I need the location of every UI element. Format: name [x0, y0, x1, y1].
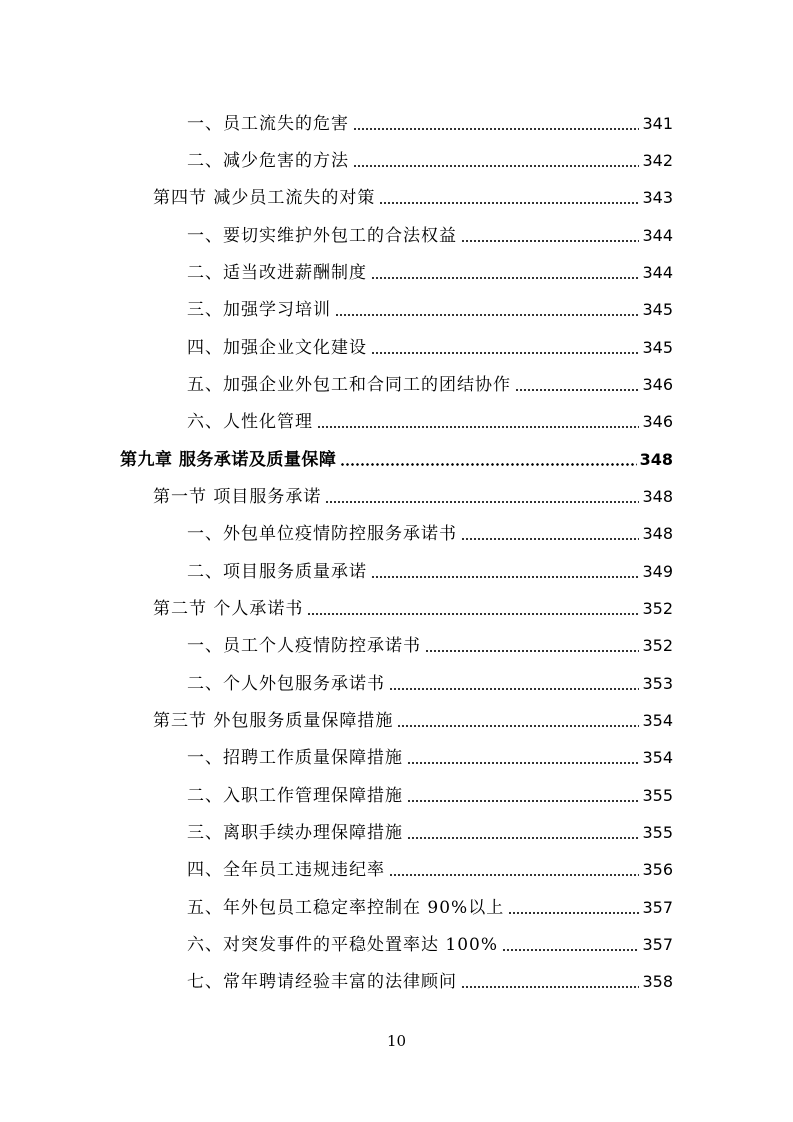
toc-entry-label: 第三节 外包服务质量保障措施	[153, 711, 394, 731]
toc-entry-label: 第一节 项目服务承诺	[153, 487, 322, 507]
toc-entry-page: 357	[642, 935, 673, 954]
toc-entry-page: 348	[642, 524, 673, 543]
toc-leader-dots	[371, 352, 639, 354]
toc-entry-page: 352	[642, 636, 673, 655]
toc-entry[interactable]	[187, 253, 673, 283]
toc-entry[interactable]	[187, 290, 673, 320]
toc-entry-label: 一、要切实维护外包工的合法权益	[187, 226, 457, 246]
toc-entry-page: 355	[642, 786, 673, 805]
toc-entry-label: 一、招聘工作质量保障措施	[187, 748, 403, 768]
toc-entry-label: 二、个人外包服务承诺书	[187, 674, 385, 694]
toc-leader-dots	[461, 538, 639, 540]
toc-leader-dots	[407, 800, 639, 802]
toc-leader-dots	[461, 240, 639, 242]
toc-entry-label: 一、员工个人疫情防控承诺书	[187, 636, 421, 656]
toc-leader-dots	[340, 463, 636, 466]
toc-entry-label: 一、外包单位疫情防控服务承诺书	[187, 524, 457, 544]
toc-entry-label: 三、离职手续办理保障措施	[187, 823, 403, 843]
toc-entry-label: 一、员工流失的危害	[187, 114, 349, 134]
toc-entry-page: 346	[642, 412, 673, 431]
toc-entry[interactable]	[153, 589, 673, 619]
toc-entry-page: 346	[642, 375, 673, 394]
toc-entry-page: 348	[642, 487, 673, 506]
toc-leader-dots	[407, 837, 639, 839]
toc-leader-dots	[508, 912, 639, 914]
toc-entry-label: 四、全年员工违规违纪率	[187, 860, 385, 880]
toc-entry-page: 345	[642, 300, 673, 319]
toc-entry-page: 354	[642, 748, 673, 767]
toc-entry[interactable]	[187, 514, 673, 544]
toc-entry-label: 七、常年聘请经验丰富的法律顾问	[187, 972, 457, 992]
toc-leader-dots	[407, 762, 639, 764]
toc-entry[interactable]	[187, 813, 673, 843]
toc-entry-label: 第九章 服务承诺及质量保障	[120, 450, 337, 470]
toc-entry-label: 第四节 减少员工流失的对策	[153, 188, 376, 208]
toc-entry-page: 349	[642, 562, 673, 581]
toc-entry-label: 第二节 个人承诺书	[153, 599, 304, 619]
toc-entry[interactable]	[153, 477, 673, 507]
toc-entry-label: 二、入职工作管理保障措施	[187, 786, 403, 806]
toc-entry-page: 343	[642, 188, 673, 207]
toc-entry-page: 345	[642, 338, 673, 357]
toc-leader-dots	[307, 613, 639, 615]
toc-entry-page: 353	[642, 674, 673, 693]
toc-entry-label: 六、人性化管理	[187, 412, 313, 432]
page-number: 10	[386, 1032, 407, 1050]
toc-entry[interactable]	[153, 701, 673, 731]
toc-entry-label: 六、对突发事件的平稳处置率达 100%	[187, 935, 499, 955]
toc-entry-page: 341	[642, 114, 673, 133]
toc-entry-label: 五、加强企业外包工和合同工的团结协作	[187, 375, 511, 395]
toc-entry-page: 344	[642, 226, 673, 245]
toc-entry-page: 355	[642, 823, 673, 842]
toc-entry[interactable]	[187, 738, 673, 768]
toc-leader-dots	[515, 389, 639, 391]
toc-leader-dots	[397, 725, 639, 727]
toc-entry[interactable]	[187, 104, 673, 134]
toc-leader-dots	[325, 501, 639, 503]
toc-entry[interactable]	[187, 925, 673, 955]
toc-entry-label: 二、适当改进薪酬制度	[187, 263, 367, 283]
toc-leader-dots	[335, 314, 639, 316]
toc-entry-page: 354	[642, 711, 673, 730]
toc-leader-dots	[353, 128, 639, 130]
toc-entry-page: 358	[642, 972, 673, 991]
toc-entry[interactable]	[187, 141, 673, 171]
toc-entry-page: 352	[642, 599, 673, 618]
toc-leader-dots	[389, 688, 639, 690]
toc-entry-page: 357	[642, 898, 673, 917]
toc-entry[interactable]	[187, 888, 673, 918]
toc-entry[interactable]	[187, 402, 673, 432]
toc-entry[interactable]	[153, 178, 673, 208]
toc-chapter-entry[interactable]	[120, 440, 673, 470]
toc-entry-label: 五、年外包员工稳定率控制在 90%以上	[187, 898, 505, 918]
toc-entry[interactable]	[187, 776, 673, 806]
toc-entry[interactable]	[187, 850, 673, 880]
toc-leader-dots	[461, 986, 639, 988]
toc-entry-label: 二、减少危害的方法	[187, 151, 349, 171]
toc-entry-page: 342	[642, 151, 673, 170]
toc-leader-dots	[371, 277, 639, 279]
toc-entry-label: 四、加强企业文化建设	[187, 338, 367, 358]
toc-entry-page: 348	[639, 450, 673, 469]
toc-entry[interactable]	[187, 626, 673, 656]
toc-leader-dots	[425, 650, 639, 652]
toc-entry[interactable]	[187, 552, 673, 582]
toc-entry-label: 二、项目服务质量承诺	[187, 562, 367, 582]
toc-leader-dots	[389, 874, 639, 876]
toc-entry[interactable]	[187, 664, 673, 694]
toc-leader-dots	[379, 202, 639, 204]
toc-leader-dots	[353, 165, 639, 167]
toc-leader-dots	[317, 426, 639, 428]
toc-entry-label: 三、加强学习培训	[187, 300, 331, 320]
toc-leader-dots	[371, 576, 639, 578]
toc-leader-dots	[502, 949, 639, 951]
toc-entry[interactable]	[187, 328, 673, 358]
toc-entry[interactable]	[187, 962, 673, 992]
toc-entry-page: 344	[642, 263, 673, 282]
toc-entry-page: 356	[642, 860, 673, 879]
toc-entry[interactable]	[187, 365, 673, 395]
toc-entry[interactable]	[187, 216, 673, 246]
